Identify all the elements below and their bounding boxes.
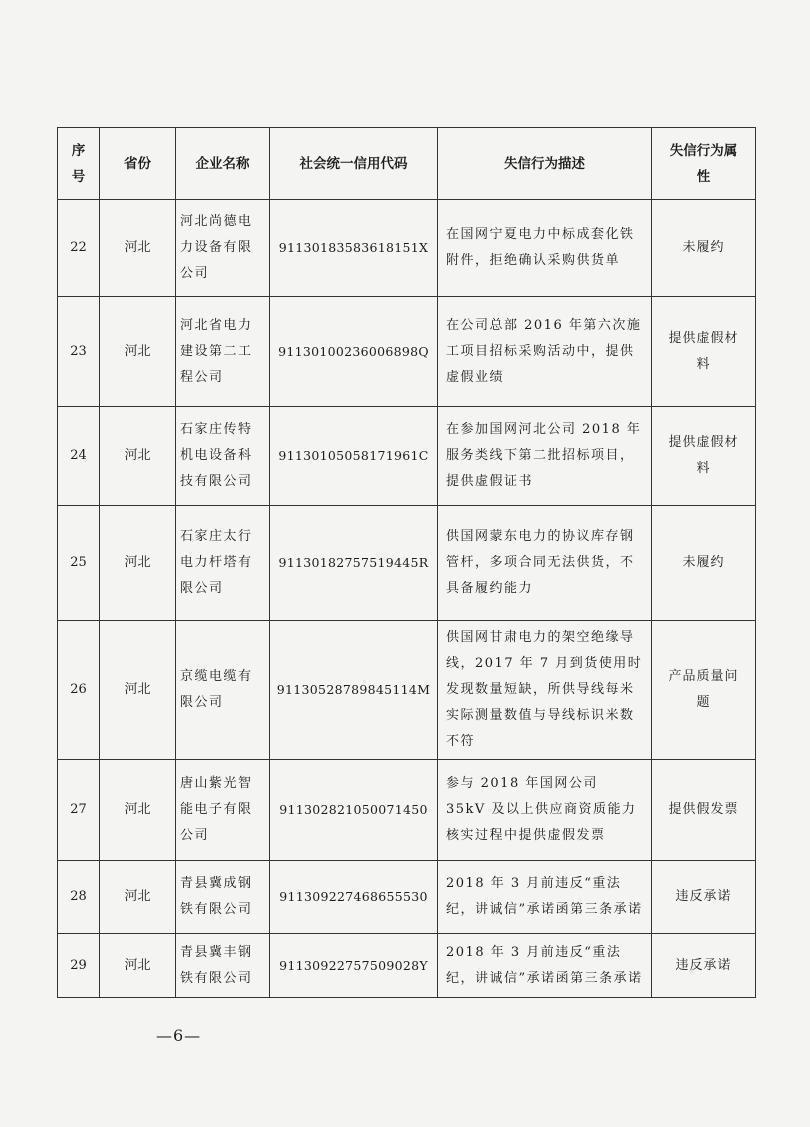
row-attr: 违反承诺: [652, 934, 756, 998]
row-company: 京缆电缆有限公司: [176, 621, 270, 760]
row-province: 河北: [100, 506, 176, 621]
row-attr: 提供虚假材料: [652, 297, 756, 407]
table-row: [58, 861, 756, 934]
row-province: 河北: [100, 297, 176, 407]
row-company: 青县冀成钢铁有限公司: [176, 861, 270, 934]
row-desc: 2018 年 3 月前违反“重法纪，讲诚信”承诺函第三条承诺: [438, 934, 652, 998]
table-row: [58, 297, 756, 407]
row-code: 911309227468655530: [270, 861, 438, 934]
row-attr: 未履约: [652, 200, 756, 297]
header-seq: 序号: [58, 128, 100, 200]
row-desc: 2018 年 3 月前违反“重法纪，讲诚信”承诺函第三条承诺: [438, 861, 652, 934]
row-province: 河北: [100, 200, 176, 297]
row-attr: 产品质量问题: [652, 621, 756, 760]
row-attr: 未履约: [652, 506, 756, 621]
row-company: 石家庄传特机电设备科技有限公司: [176, 407, 270, 506]
row-company: 青县冀丰钢铁有限公司: [176, 934, 270, 998]
row-province: 河北: [100, 621, 176, 760]
row-attr: 提供假发票: [652, 760, 756, 861]
row-seq: 23: [58, 297, 100, 407]
table-row: [58, 407, 756, 506]
row-seq: 24: [58, 407, 100, 506]
row-desc: 供国网甘肃电力的架空绝缘导线，2017 年 7 月到货使用时发现数量短缺，所供导线每米实际测量数值与导线标识米数不符: [438, 621, 652, 760]
row-seq: 25: [58, 506, 100, 621]
row-company: 河北省电力建设第二工程公司: [176, 297, 270, 407]
row-code: 91130100236006898Q: [270, 297, 438, 407]
row-code: 91130105058171961C: [270, 407, 438, 506]
row-code: 911302821050071450: [270, 760, 438, 861]
row-code: 91130528789845114M: [270, 621, 438, 760]
row-attr: 提供虚假材料: [652, 407, 756, 506]
row-desc: 在国网宁夏电力中标成套化铁附件，拒绝确认采购供货单: [438, 200, 652, 297]
row-province: 河北: [100, 861, 176, 934]
header-attr: 失信行为属性: [652, 128, 756, 200]
row-province: 河北: [100, 760, 176, 861]
row-code: 91130182757519445R: [270, 506, 438, 621]
page-number: —6—: [156, 1026, 202, 1045]
row-code: 91130183583618151X: [270, 200, 438, 297]
row-seq: 27: [58, 760, 100, 861]
row-code: 91130922757509028Y: [270, 934, 438, 998]
row-seq: 29: [58, 934, 100, 998]
header-code: 社会统一信用代码: [270, 128, 438, 200]
table-row: [58, 506, 756, 621]
row-company: 河北尚德电力设备有限公司: [176, 200, 270, 297]
row-seq: 26: [58, 621, 100, 760]
row-desc: 在公司总部 2016 年第六次施工项目招标采购活动中，提供虚假业绩: [438, 297, 652, 407]
row-seq: 22: [58, 200, 100, 297]
dishonesty-records-table: [57, 127, 756, 998]
table-row: [58, 760, 756, 861]
row-seq: 28: [58, 861, 100, 934]
row-province: 河北: [100, 934, 176, 998]
table-row: [58, 934, 756, 998]
row-attr: 违反承诺: [652, 861, 756, 934]
row-desc: 参与 2018 年国网公司 35kV 及以上供应商资质能力核实过程中提供虚假发票: [438, 760, 652, 861]
row-desc: 供国网蒙东电力的协议库存钢管杆，多项合同无法供货，不具备履约能力: [438, 506, 652, 621]
row-company: 唐山紫光智能电子有限公司: [176, 760, 270, 861]
header-company: 企业名称: [176, 128, 270, 200]
table-row: [58, 621, 756, 760]
header-province: 省份: [100, 128, 176, 200]
row-province: 河北: [100, 407, 176, 506]
header-row: [58, 128, 756, 200]
table-row: [58, 200, 756, 297]
row-desc: 在参加国网河北公司 2018 年服务类线下第二批招标项目，提供虚假证书: [438, 407, 652, 506]
row-company: 石家庄太行电力杆塔有限公司: [176, 506, 270, 621]
header-desc: 失信行为描述: [438, 128, 652, 200]
